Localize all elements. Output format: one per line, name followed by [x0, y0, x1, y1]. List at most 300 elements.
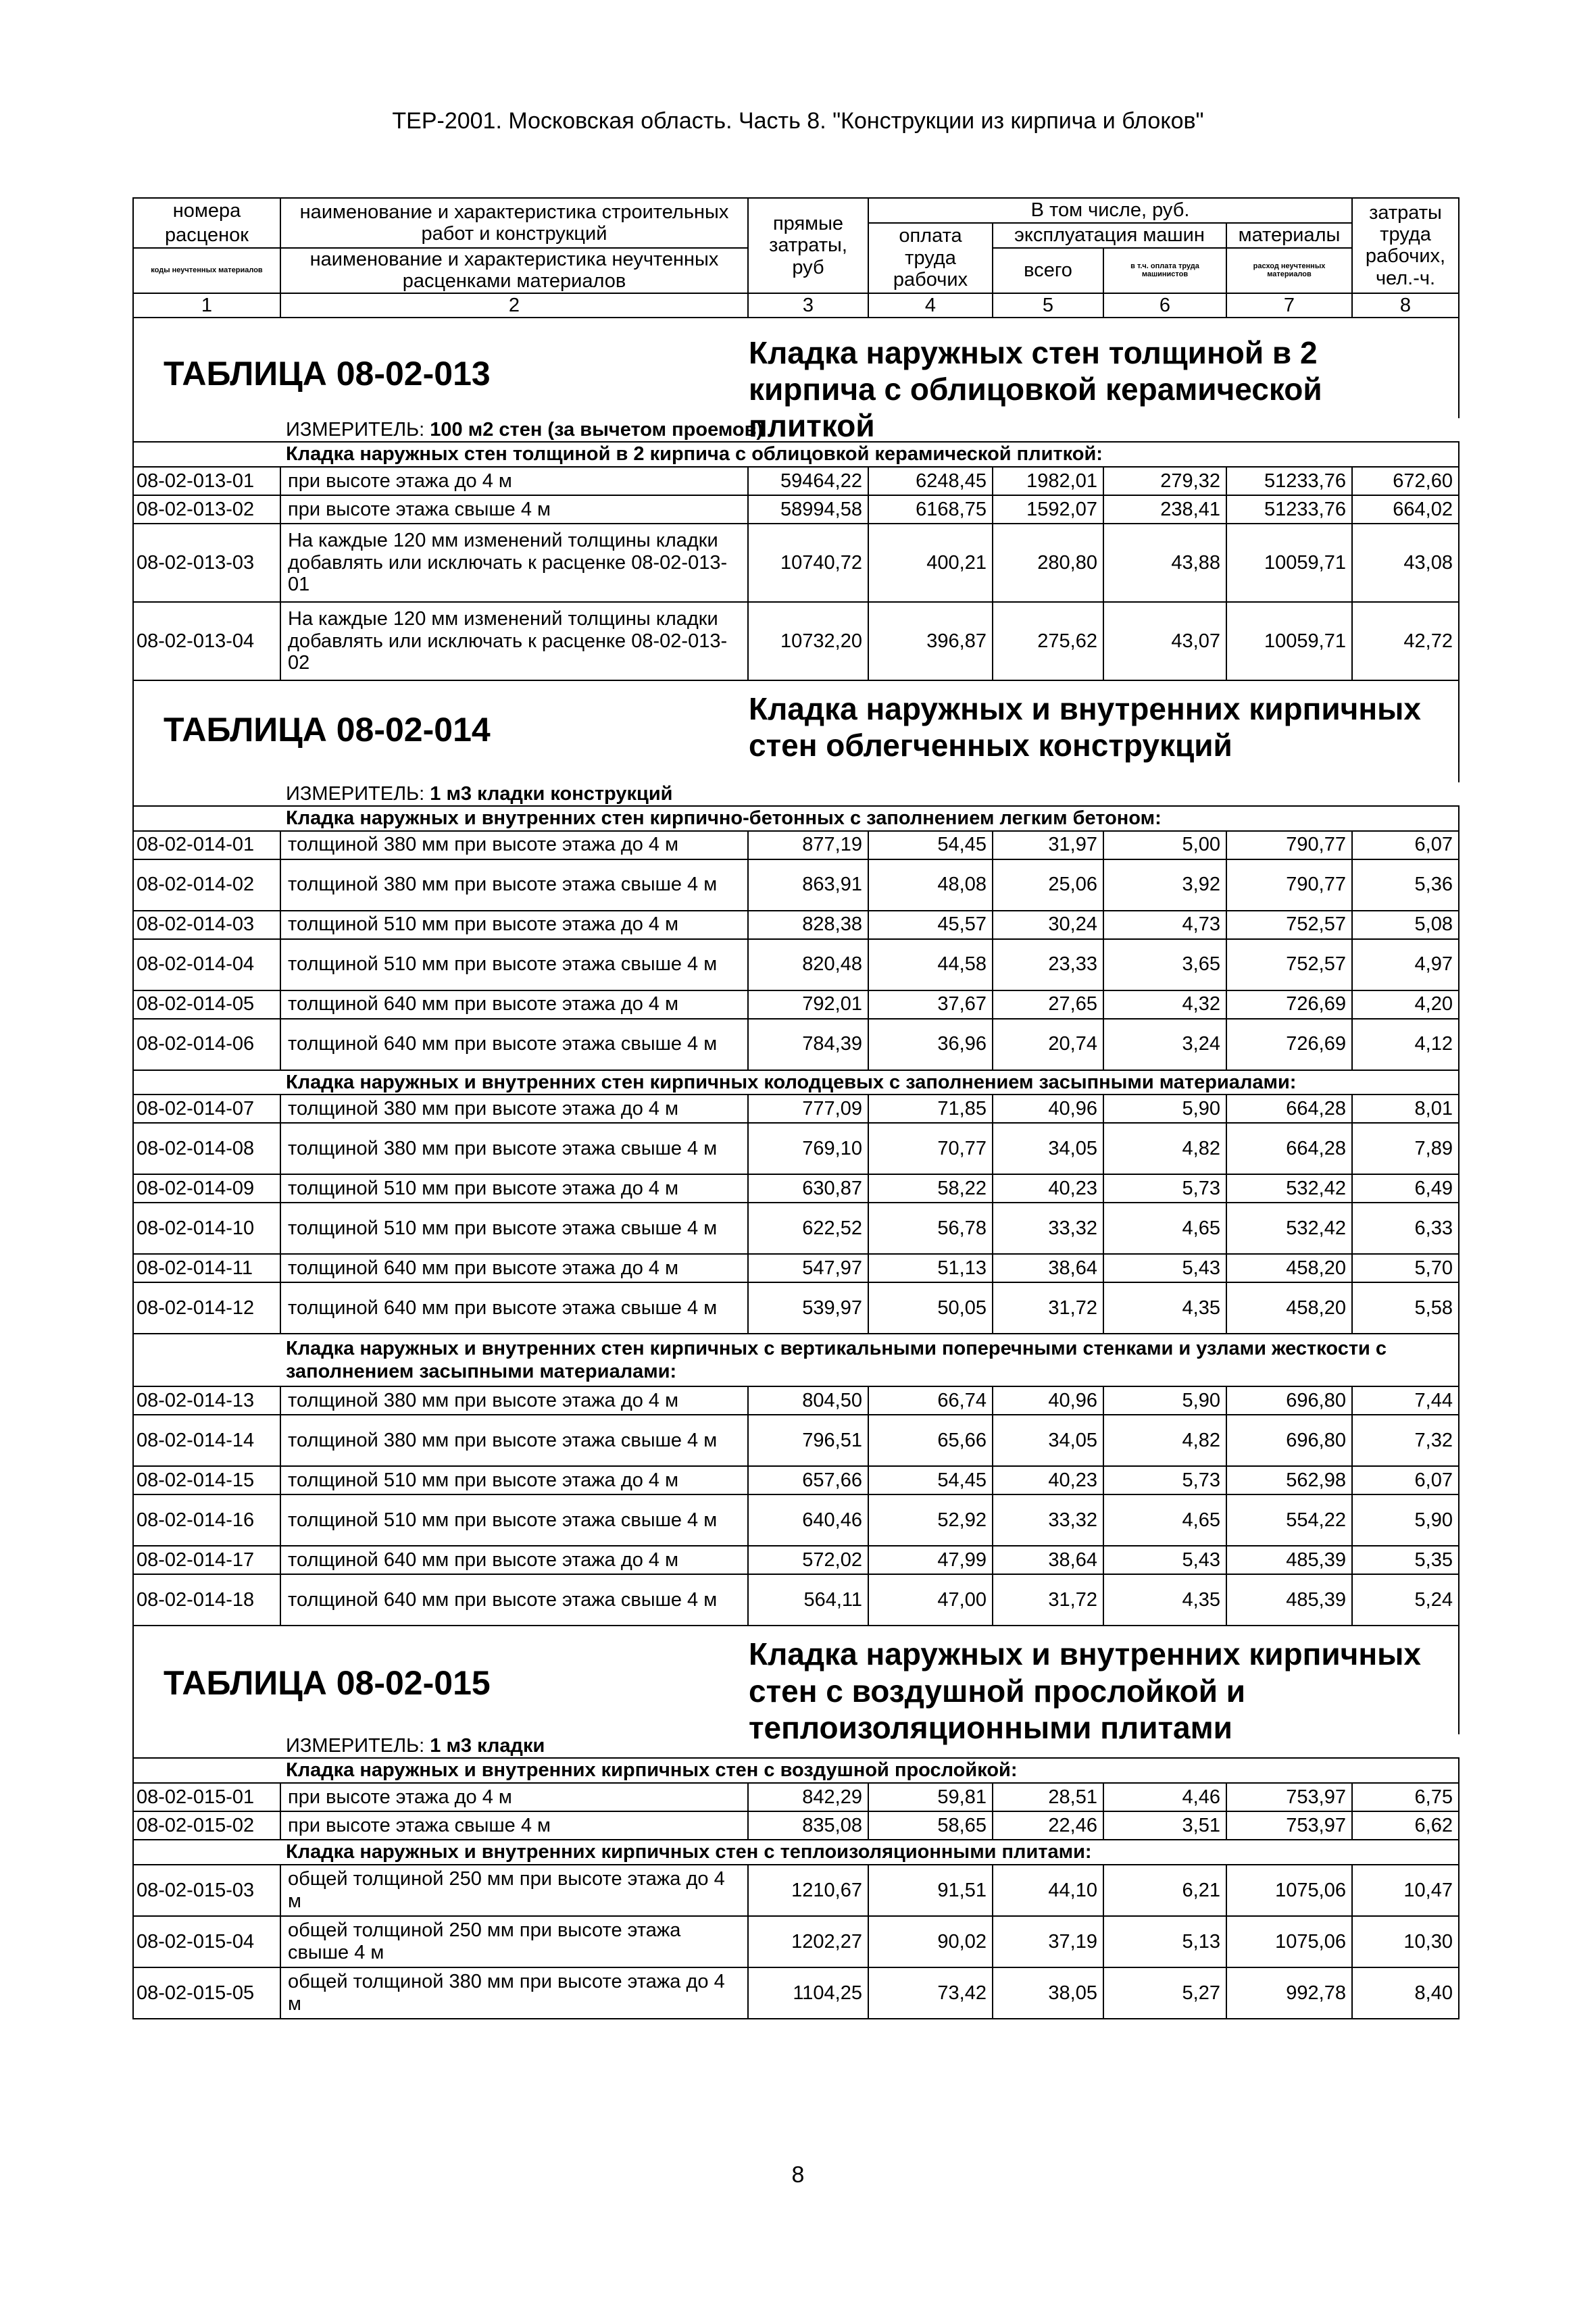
materials: 752,57 — [1226, 939, 1352, 990]
labor-hours: 7,89 — [1352, 1123, 1459, 1174]
labor-hours: 7,32 — [1352, 1415, 1459, 1466]
materials: 664,28 — [1226, 1123, 1352, 1174]
machine-total: 40,23 — [993, 1174, 1103, 1203]
col7-header: расход неучтенных материалов — [1226, 248, 1352, 293]
rate-code: 08-02-014-04 — [133, 939, 280, 990]
materials: 458,20 — [1226, 1282, 1352, 1334]
group-title: Кладка наружных и внутренних стен кирпичных с вертикальными поперечными стенками и узлами жесткости с заполнением засыпными материалами: — [280, 1334, 1459, 1386]
machine-total: 34,05 — [993, 1123, 1103, 1174]
rate-description: толщиной 380 мм при высоте этажа до 4 м — [280, 831, 748, 859]
rate-code: 08-02-014-07 — [133, 1095, 280, 1123]
machine-total: 1982,01 — [993, 467, 1103, 495]
materials: 726,69 — [1226, 1019, 1352, 1070]
machine-total: 38,64 — [993, 1254, 1103, 1282]
machine-total: 34,05 — [993, 1415, 1103, 1466]
table-banner — [134, 681, 1458, 782]
meter-label: ИЗМЕРИТЕЛЬ: — [286, 782, 425, 805]
rate-description: при высоте этажа свыше 4 м — [280, 1811, 748, 1840]
labor-pay: 91,51 — [868, 1865, 993, 1916]
machinist-pay: 5,73 — [1103, 1466, 1226, 1494]
labor-pay: 50,05 — [868, 1282, 993, 1334]
machinist-pay: 5,90 — [1103, 1095, 1226, 1123]
rate-description: толщиной 380 мм при высоте этажа до 4 м — [280, 1386, 748, 1415]
rate-code: 08-02-014-09 — [133, 1174, 280, 1203]
machine-total: 33,32 — [993, 1494, 1103, 1546]
table-banner-row — [133, 680, 1459, 782]
machinist-pay: 5,13 — [1103, 1916, 1226, 1967]
labor-hours: 8,40 — [1352, 1967, 1459, 2019]
labor-pay: 58,22 — [868, 1174, 993, 1203]
rate-code: 08-02-013-01 — [133, 467, 280, 495]
group-row — [133, 1334, 1459, 1386]
table-label: ТАБЛИЦА 08-02-013 — [164, 354, 491, 393]
col3-header: прямые затраты, руб — [748, 198, 868, 293]
machinist-pay: 5,43 — [1103, 1546, 1226, 1574]
labor-hours: 6,07 — [1352, 831, 1459, 859]
page-header: ТЕР-2001. Московская область. Часть 8. "Конструкции из кирпича и блоков" — [392, 108, 1204, 134]
labor-hours: 664,02 — [1352, 495, 1459, 524]
machinist-pay: 4,32 — [1103, 990, 1226, 1019]
labor-pay: 71,85 — [868, 1095, 993, 1123]
machinist-pay: 3,65 — [1103, 939, 1226, 990]
rate-description: На каждые 120 мм изменений толщины кладки добавлять или исключать к расценке 08-02-013-01 — [280, 524, 748, 602]
table-row — [133, 1546, 1459, 1574]
rate-code: 08-02-015-05 — [133, 1967, 280, 2019]
rate-description: толщиной 380 мм при высоте этажа до 4 м — [280, 1095, 748, 1123]
table-banner-row — [133, 1626, 1459, 1734]
rate-code: 08-02-014-13 — [133, 1386, 280, 1415]
machine-total: 20,74 — [993, 1019, 1103, 1070]
materials: 1075,06 — [1226, 1865, 1352, 1916]
direct-cost: 804,50 — [748, 1386, 868, 1415]
labor-hours: 5,70 — [1352, 1254, 1459, 1282]
labor-hours: 5,36 — [1352, 859, 1459, 911]
materials: 51233,76 — [1226, 495, 1352, 524]
labor-pay: 44,58 — [868, 939, 993, 990]
table-row — [133, 1415, 1459, 1466]
labor-pay: 37,67 — [868, 990, 993, 1019]
table-row — [133, 602, 1459, 680]
machine-total: 38,05 — [993, 1967, 1103, 2019]
labor-pay: 66,74 — [868, 1386, 993, 1415]
materials: 664,28 — [1226, 1095, 1352, 1123]
direct-cost: 572,02 — [748, 1546, 868, 1574]
rate-code: 08-02-014-15 — [133, 1466, 280, 1494]
direct-cost: 10740,72 — [748, 524, 868, 602]
materials: 51233,76 — [1226, 467, 1352, 495]
machinist-pay: 4,35 — [1103, 1282, 1226, 1334]
table-row — [133, 1254, 1459, 1282]
labor-pay: 70,77 — [868, 1123, 993, 1174]
labor-hours: 6,75 — [1352, 1783, 1459, 1811]
labor-hours: 10,30 — [1352, 1916, 1459, 1967]
page-number: 8 — [791, 2162, 805, 2188]
meter-label: ИЗМЕРИТЕЛЬ: — [286, 418, 425, 441]
table-row — [133, 939, 1459, 990]
rate-code: 08-02-014-03 — [133, 911, 280, 939]
table-row — [133, 1783, 1459, 1811]
machinist-pay: 6,21 — [1103, 1865, 1226, 1916]
rate-code: 08-02-013-03 — [133, 524, 280, 602]
col-num-6: 6 — [1103, 293, 1226, 318]
direct-cost: 564,11 — [748, 1574, 868, 1626]
table-label: ТАБЛИЦА 08-02-015 — [164, 1664, 491, 1703]
labor-pay: 58,65 — [868, 1811, 993, 1840]
table-row — [133, 1386, 1459, 1415]
col5-group-header: эксплуатация машин — [993, 223, 1226, 248]
materials: 532,42 — [1226, 1203, 1352, 1254]
col-num-4: 4 — [868, 293, 993, 318]
direct-cost: 842,29 — [748, 1783, 868, 1811]
labor-hours: 5,35 — [1352, 1546, 1459, 1574]
labor-pay: 52,92 — [868, 1494, 993, 1546]
rate-description: общей толщиной 250 мм при высоте этажа до 4 м — [280, 1865, 748, 1916]
labor-hours: 6,33 — [1352, 1203, 1459, 1254]
machinist-pay: 4,65 — [1103, 1203, 1226, 1254]
table-banner — [134, 1626, 1458, 1745]
group-row — [133, 442, 1459, 467]
labor-hours: 5,90 — [1352, 1494, 1459, 1546]
machine-total: 37,19 — [993, 1916, 1103, 1967]
table-row — [133, 467, 1459, 495]
machinist-pay: 5,73 — [1103, 1174, 1226, 1203]
direct-cost: 784,39 — [748, 1019, 868, 1070]
group-row — [133, 1758, 1459, 1783]
materials: 485,39 — [1226, 1546, 1352, 1574]
direct-cost: 828,38 — [748, 911, 868, 939]
labor-hours: 6,62 — [1352, 1811, 1459, 1840]
machinist-pay: 279,32 — [1103, 467, 1226, 495]
rate-description: толщиной 380 мм при высоте этажа свыше 4 м — [280, 1415, 748, 1466]
group-title: Кладка наружных и внутренних кирпичных стен с теплоизоляционными плитами: — [280, 1840, 1459, 1865]
table-title: Кладка наружных и внутренних кирпичных стен облегченных конструкций — [749, 690, 1422, 763]
rate-code: 08-02-015-03 — [133, 1865, 280, 1916]
labor-pay: 36,96 — [868, 1019, 993, 1070]
machinist-pay: 5,27 — [1103, 1967, 1226, 2019]
machine-total: 28,51 — [993, 1783, 1103, 1811]
direct-cost: 58994,58 — [748, 495, 868, 524]
labor-pay: 73,42 — [868, 1967, 993, 2019]
col5-header: всего — [993, 248, 1103, 293]
rate-code: 08-02-014-18 — [133, 1574, 280, 1626]
direct-cost: 877,19 — [748, 831, 868, 859]
col8-header: затраты труда рабочих, чел.-ч. — [1352, 198, 1459, 293]
labor-pay: 54,45 — [868, 1466, 993, 1494]
direct-cost: 796,51 — [748, 1415, 868, 1466]
machine-total: 23,33 — [993, 939, 1103, 990]
machinist-pay: 4,35 — [1103, 1574, 1226, 1626]
machinist-pay: 4,73 — [1103, 911, 1226, 939]
table-row — [133, 1174, 1459, 1203]
machine-total: 31,97 — [993, 831, 1103, 859]
group-title: Кладка наружных и внутренних стен кирпичных колодцевых с заполнением засыпными материалами: — [280, 1070, 1459, 1095]
direct-cost: 820,48 — [748, 939, 868, 990]
machinist-pay: 3,92 — [1103, 859, 1226, 911]
col1-header-mid: расценок — [133, 223, 280, 248]
table-row — [133, 1494, 1459, 1546]
table-row — [133, 911, 1459, 939]
table-title: Кладка наружных стен толщиной в 2 кирпича с облицовкой керамической плиткой — [749, 334, 1322, 444]
meter-label: ИЗМЕРИТЕЛЬ: — [286, 1735, 425, 1757]
col6-header: в т.ч. оплата труда машинистов — [1103, 248, 1226, 293]
table-row — [133, 831, 1459, 859]
direct-cost: 59464,22 — [748, 467, 868, 495]
table-row — [133, 1123, 1459, 1174]
machinist-pay: 3,24 — [1103, 1019, 1226, 1070]
meter-value: 1 м3 кладки конструкций — [430, 782, 673, 805]
group-title: Кладка наружных и внутренних стен кирпично-бетонных с заполнением легким бетоном: — [280, 806, 1459, 831]
group-title: Кладка наружных и внутренних кирпичных стен с воздушной прослойкой: — [280, 1758, 1459, 1783]
machine-total: 40,96 — [993, 1386, 1103, 1415]
table-row — [133, 1019, 1459, 1070]
rate-description: толщиной 640 мм при высоте этажа свыше 4 м — [280, 1574, 748, 1626]
direct-cost: 863,91 — [748, 859, 868, 911]
labor-pay: 47,99 — [868, 1546, 993, 1574]
group-header: В том числе, руб. — [868, 198, 1352, 223]
direct-cost: 10732,20 — [748, 602, 868, 680]
materials: 696,80 — [1226, 1415, 1352, 1466]
materials: 753,97 — [1226, 1783, 1352, 1811]
rate-description: На каждые 120 мм изменений толщины кладки добавлять или исключать к расценке 08-02-013-02 — [280, 602, 748, 680]
direct-cost: 622,52 — [748, 1203, 868, 1254]
rate-code: 08-02-015-02 — [133, 1811, 280, 1840]
table-row — [133, 1967, 1459, 2019]
labor-pay: 54,45 — [868, 831, 993, 859]
rate-description: толщиной 510 мм при высоте этажа до 4 м — [280, 1466, 748, 1494]
machinist-pay: 4,82 — [1103, 1123, 1226, 1174]
table-row — [133, 990, 1459, 1019]
machinist-pay: 5,90 — [1103, 1386, 1226, 1415]
labor-hours: 7,44 — [1352, 1386, 1459, 1415]
rate-description: толщиной 380 мм при высоте этажа свыше 4 м — [280, 859, 748, 911]
machine-total: 22,46 — [993, 1811, 1103, 1840]
group-row — [133, 1840, 1459, 1865]
labor-hours: 4,97 — [1352, 939, 1459, 990]
materials: 790,77 — [1226, 859, 1352, 911]
machine-total: 33,32 — [993, 1203, 1103, 1254]
rate-description: общей толщиной 380 мм при высоте этажа до 4 м — [280, 1967, 748, 2019]
table-title: Кладка наружных и внутренних кирпичных стен с воздушной прослойкой и теплоизоляционными плитами — [749, 1636, 1422, 1745]
rate-code: 08-02-014-06 — [133, 1019, 280, 1070]
labor-pay: 90,02 — [868, 1916, 993, 1967]
materials: 554,22 — [1226, 1494, 1352, 1546]
materials: 532,42 — [1226, 1174, 1352, 1203]
machinist-pay: 4,65 — [1103, 1494, 1226, 1546]
table-row — [133, 524, 1459, 602]
table-row — [133, 1574, 1459, 1626]
column-numbers-row — [133, 293, 1459, 318]
group-row — [133, 1070, 1459, 1095]
labor-hours: 6,07 — [1352, 1466, 1459, 1494]
rate-description: при высоте этажа свыше 4 м — [280, 495, 748, 524]
direct-cost: 539,97 — [748, 1282, 868, 1334]
materials: 562,98 — [1226, 1466, 1352, 1494]
labor-hours: 8,01 — [1352, 1095, 1459, 1123]
labor-hours: 5,24 — [1352, 1574, 1459, 1626]
rate-code: 08-02-014-02 — [133, 859, 280, 911]
labor-hours: 5,08 — [1352, 911, 1459, 939]
machinist-pay: 3,51 — [1103, 1811, 1226, 1840]
direct-cost: 1104,25 — [748, 1967, 868, 2019]
machine-total: 275,62 — [993, 602, 1103, 680]
col-num-8: 8 — [1352, 293, 1459, 318]
rate-description: толщиной 640 мм при высоте этажа до 4 м — [280, 1254, 748, 1282]
machine-total: 30,24 — [993, 911, 1103, 939]
rates-table — [132, 197, 1460, 2019]
labor-pay: 56,78 — [868, 1203, 993, 1254]
col7-group-header: материалы — [1226, 223, 1352, 248]
rate-description: толщиной 640 мм при высоте этажа до 4 м — [280, 1546, 748, 1574]
labor-hours: 4,12 — [1352, 1019, 1459, 1070]
machine-total: 25,06 — [993, 859, 1103, 911]
rate-description: толщиной 510 мм при высоте этажа свыше 4 м — [280, 1494, 748, 1546]
materials: 696,80 — [1226, 1386, 1352, 1415]
rate-code: 08-02-014-05 — [133, 990, 280, 1019]
rate-description: при высоте этажа до 4 м — [280, 467, 748, 495]
rate-code: 08-02-014-01 — [133, 831, 280, 859]
machine-total: 27,65 — [993, 990, 1103, 1019]
labor-pay: 396,87 — [868, 602, 993, 680]
machinist-pay: 43,07 — [1103, 602, 1226, 680]
rate-code: 08-02-014-12 — [133, 1282, 280, 1334]
direct-cost: 640,46 — [748, 1494, 868, 1546]
materials: 790,77 — [1226, 831, 1352, 859]
direct-cost: 547,97 — [748, 1254, 868, 1282]
col1-header-bottom: коды неучтенных материалов — [133, 248, 280, 293]
direct-cost: 1210,67 — [748, 1865, 868, 1916]
direct-cost: 657,66 — [748, 1466, 868, 1494]
machine-total: 31,72 — [993, 1282, 1103, 1334]
col-num-3: 3 — [748, 293, 868, 318]
materials: 485,39 — [1226, 1574, 1352, 1626]
direct-cost: 630,87 — [748, 1174, 868, 1203]
machinist-pay: 238,41 — [1103, 495, 1226, 524]
labor-pay: 48,08 — [868, 859, 993, 911]
rate-code: 08-02-013-04 — [133, 602, 280, 680]
materials: 752,57 — [1226, 911, 1352, 939]
labor-hours: 4,20 — [1352, 990, 1459, 1019]
labor-pay: 59,81 — [868, 1783, 993, 1811]
direct-cost: 835,08 — [748, 1811, 868, 1840]
materials: 458,20 — [1226, 1254, 1352, 1282]
table-row — [133, 1203, 1459, 1254]
labor-pay: 47,00 — [868, 1574, 993, 1626]
labor-hours: 10,47 — [1352, 1865, 1459, 1916]
table-row — [133, 1916, 1459, 1967]
direct-cost: 792,01 — [748, 990, 868, 1019]
labor-hours: 672,60 — [1352, 467, 1459, 495]
materials: 753,97 — [1226, 1811, 1352, 1840]
table-row — [133, 1095, 1459, 1123]
header-row-1 — [133, 198, 1459, 223]
rate-code: 08-02-014-11 — [133, 1254, 280, 1282]
table-row — [133, 859, 1459, 911]
machinist-pay: 4,46 — [1103, 1783, 1226, 1811]
materials: 726,69 — [1226, 990, 1352, 1019]
rate-description: толщиной 510 мм при высоте этажа до 4 м — [280, 911, 748, 939]
rate-code: 08-02-014-14 — [133, 1415, 280, 1466]
labor-hours: 5,58 — [1352, 1282, 1459, 1334]
machine-total: 38,64 — [993, 1546, 1103, 1574]
labor-hours: 42,72 — [1352, 602, 1459, 680]
col2-header-top: наименование и характеристика строительных работ и конструкций — [280, 198, 748, 248]
materials: 10059,71 — [1226, 524, 1352, 602]
rate-code: 08-02-015-04 — [133, 1916, 280, 1967]
machine-total: 31,72 — [993, 1574, 1103, 1626]
machinist-pay: 43,88 — [1103, 524, 1226, 602]
labor-pay: 65,66 — [868, 1415, 993, 1466]
col1-header-top: номера — [133, 198, 280, 223]
rate-description: толщиной 510 мм при высоте этажа свыше 4 м — [280, 1203, 748, 1254]
rate-description: толщиной 510 мм при высоте этажа свыше 4 м — [280, 939, 748, 990]
col-num-5: 5 — [993, 293, 1103, 318]
table-row — [133, 1865, 1459, 1916]
rate-code: 08-02-014-08 — [133, 1123, 280, 1174]
group-row — [133, 806, 1459, 831]
meter-row — [133, 782, 1459, 806]
materials: 1075,06 — [1226, 1916, 1352, 1967]
rate-code: 08-02-014-16 — [133, 1494, 280, 1546]
labor-hours: 43,08 — [1352, 524, 1459, 602]
direct-cost: 769,10 — [748, 1123, 868, 1174]
machinist-pay: 5,00 — [1103, 831, 1226, 859]
table-meter — [280, 782, 1459, 806]
rate-description: толщиной 640 мм при высоте этажа до 4 м — [280, 990, 748, 1019]
direct-cost: 1202,27 — [748, 1916, 868, 1967]
labor-hours: 6,49 — [1352, 1174, 1459, 1203]
labor-pay: 400,21 — [868, 524, 993, 602]
rate-code: 08-02-014-17 — [133, 1546, 280, 1574]
labor-pay: 45,57 — [868, 911, 993, 939]
meter-value: 100 м2 стен (за вычетом проемов) — [430, 418, 764, 441]
rate-code: 08-02-013-02 — [133, 495, 280, 524]
labor-pay: 6248,45 — [868, 467, 993, 495]
machine-total: 1592,07 — [993, 495, 1103, 524]
col4-header: оплата труда рабочих — [868, 223, 993, 293]
table-label: ТАБЛИЦА 08-02-014 — [164, 710, 491, 749]
rate-description: толщиной 640 мм при высоте этажа свыше 4 м — [280, 1019, 748, 1070]
materials: 10059,71 — [1226, 602, 1352, 680]
machine-total: 40,23 — [993, 1466, 1103, 1494]
machine-total: 40,96 — [993, 1095, 1103, 1123]
rate-description: при высоте этажа до 4 м — [280, 1783, 748, 1811]
col-num-2: 2 — [280, 293, 748, 318]
labor-pay: 6168,75 — [868, 495, 993, 524]
machine-total: 44,10 — [993, 1865, 1103, 1916]
group-title: Кладка наружных стен толщиной в 2 кирпича с облицовкой керамической плиткой: — [280, 442, 1459, 467]
table-row — [133, 1466, 1459, 1494]
col-num-1: 1 — [133, 293, 280, 318]
materials: 992,78 — [1226, 1967, 1352, 2019]
direct-cost: 777,09 — [748, 1095, 868, 1123]
machinist-pay: 5,43 — [1103, 1254, 1226, 1282]
rate-description: толщиной 510 мм при высоте этажа до 4 м — [280, 1174, 748, 1203]
labor-pay: 51,13 — [868, 1254, 993, 1282]
rate-description: толщиной 640 мм при высоте этажа свыше 4 м — [280, 1282, 748, 1334]
rate-description: толщиной 380 мм при высоте этажа свыше 4 м — [280, 1123, 748, 1174]
col-num-7: 7 — [1226, 293, 1352, 318]
rate-code: 08-02-014-10 — [133, 1203, 280, 1254]
table-banner-row — [133, 318, 1459, 418]
machine-total: 280,80 — [993, 524, 1103, 602]
table-row — [133, 495, 1459, 524]
col2-header-bottom: наименование и характеристика неучтенных расценками материалов — [280, 248, 748, 293]
machinist-pay: 4,82 — [1103, 1415, 1226, 1466]
meter-value: 1 м3 кладки — [430, 1735, 545, 1757]
table-row — [133, 1282, 1459, 1334]
table-row — [133, 1811, 1459, 1840]
rate-description: общей толщиной 250 мм при высоте этажа свыше 4 м — [280, 1916, 748, 1967]
